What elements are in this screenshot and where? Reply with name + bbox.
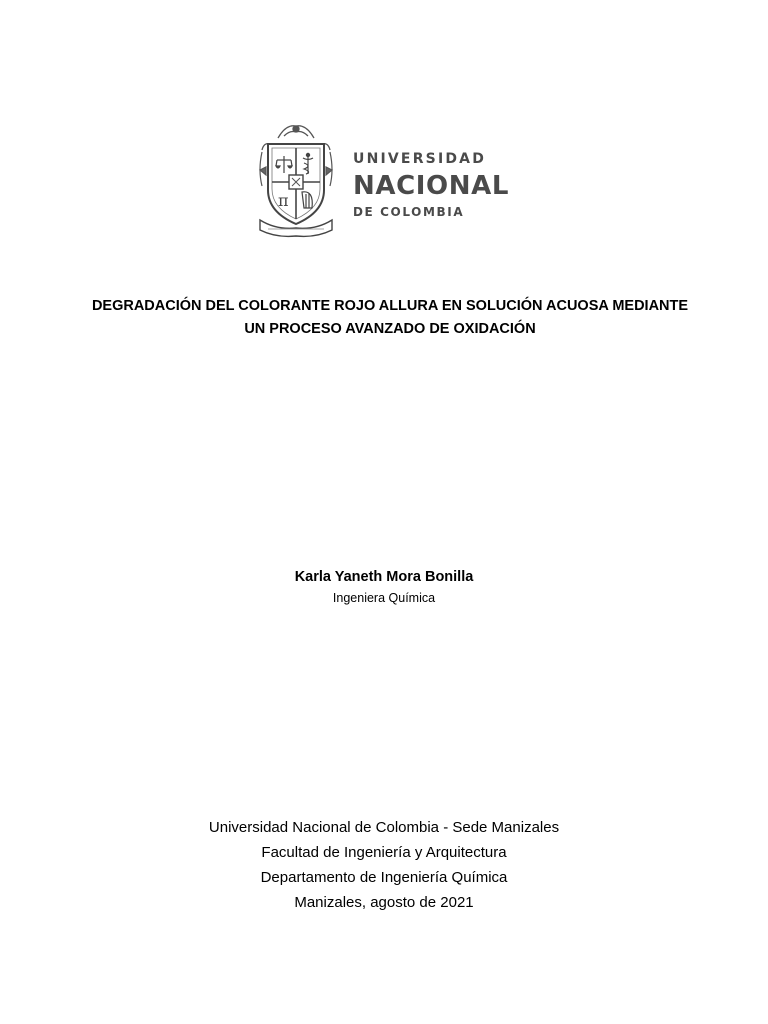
affiliation-block xyxy=(0,815,768,915)
document-title xyxy=(40,295,740,341)
author-role: Ingeniera Química xyxy=(332,591,436,605)
title-line-1: DEGRADACIÓN DEL COLORANTE ROJO ALLURA EN SOLUCIÓN ACUOSA MEDIANTE xyxy=(91,298,689,314)
university-name-line1: UNIVERSIDAD xyxy=(353,151,487,167)
university-wordmark xyxy=(353,150,509,220)
institution: Universidad Nacional de Colombia - Sede Manizales xyxy=(208,819,560,836)
place-date: Manizales, agosto de 2021 xyxy=(294,894,474,911)
svg-text:π: π xyxy=(278,191,289,210)
university-name-line2: NACIONAL xyxy=(353,171,509,201)
author-block xyxy=(0,566,768,608)
university-crest-icon xyxy=(256,120,336,242)
faculty: Facultad de Ingeniería y Arquitectura xyxy=(261,844,507,861)
author-name: Karla Yaneth Mora Bonilla xyxy=(294,569,474,585)
university-name-line3: DE COLOMBIA xyxy=(353,205,465,219)
department: Departamento de Ingeniería Química xyxy=(260,869,508,886)
university-logo xyxy=(256,120,509,242)
title-line-2: UN PROCESO AVANZADO DE OXIDACIÓN xyxy=(244,321,536,337)
